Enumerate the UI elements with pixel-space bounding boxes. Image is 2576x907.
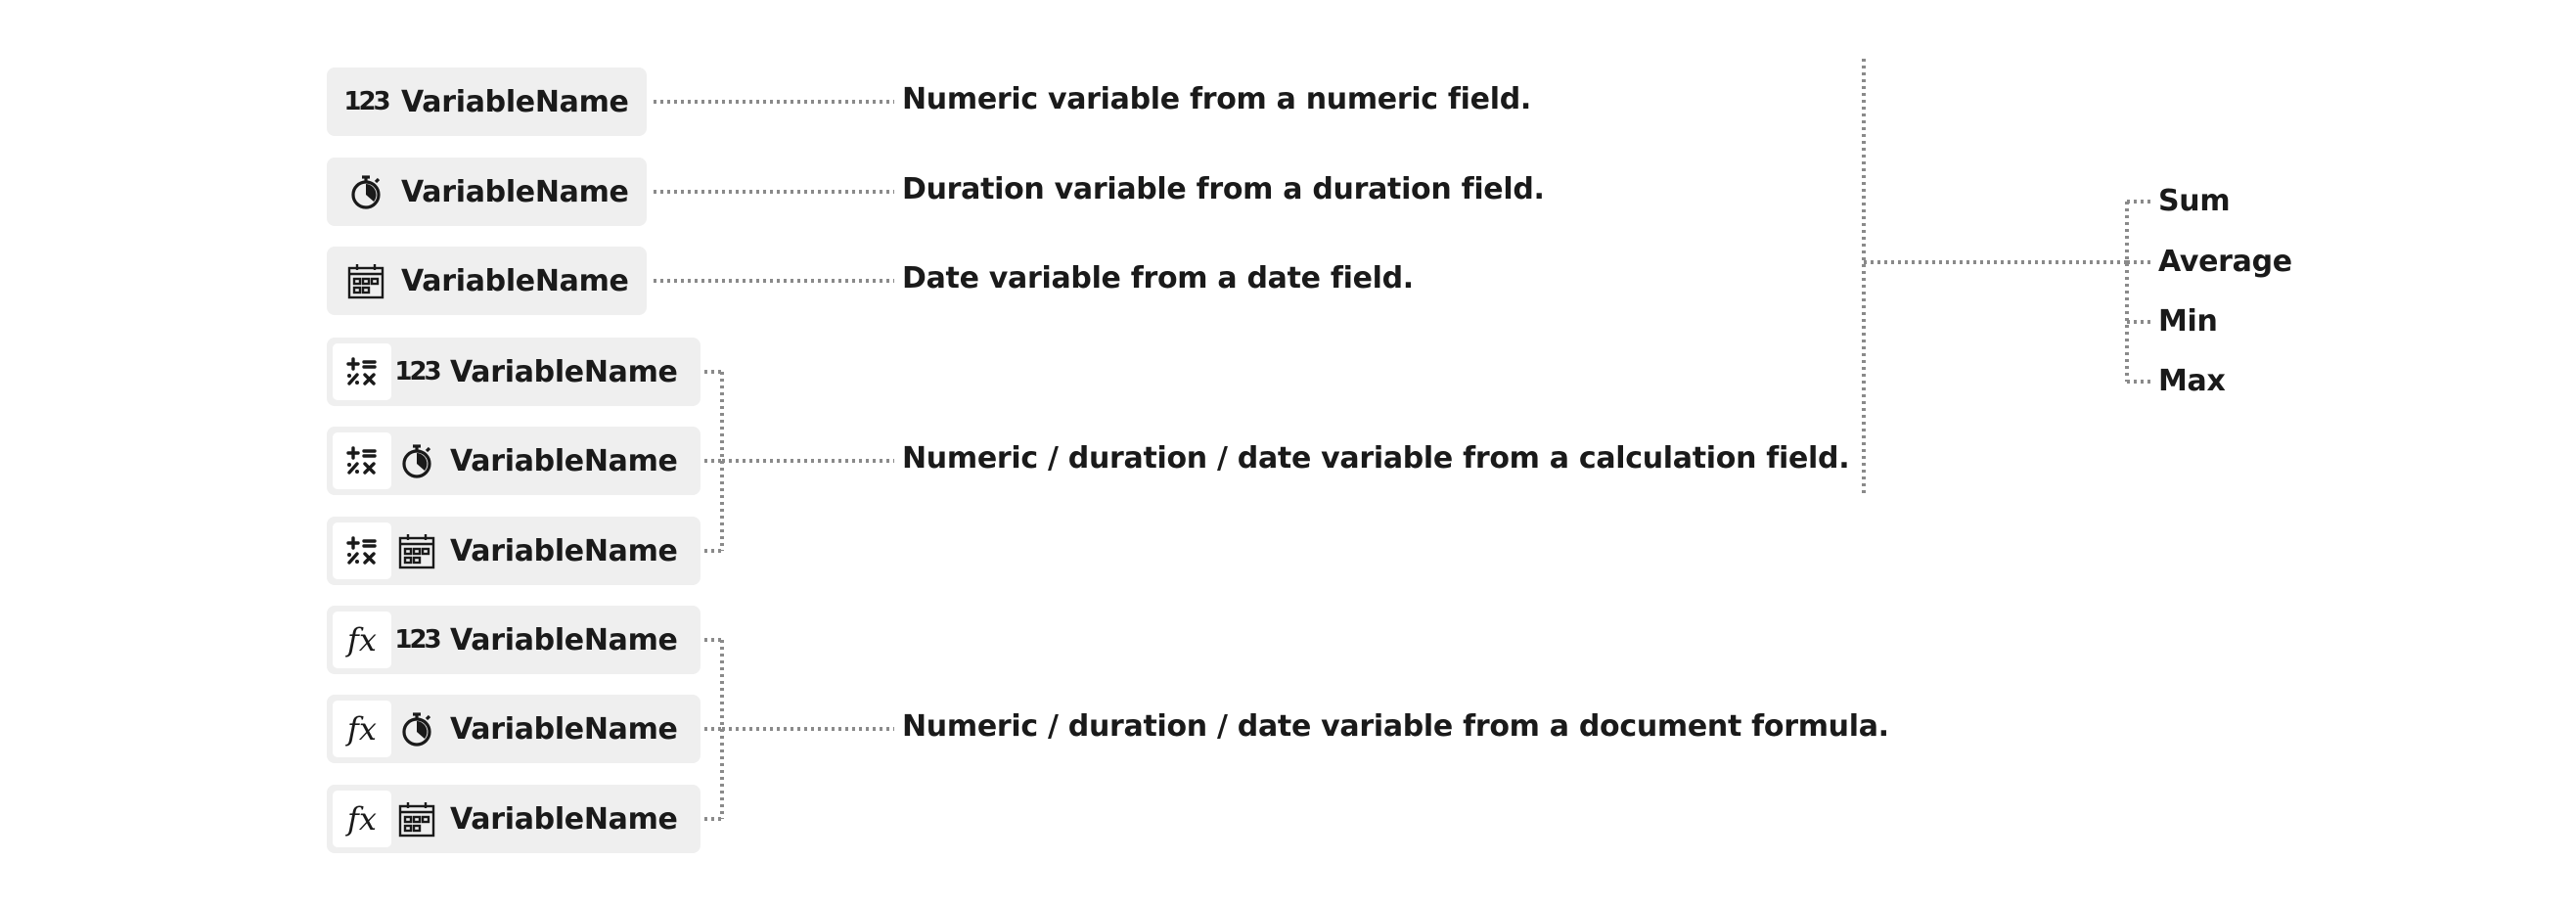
numeric-icon: 123 [343,87,388,116]
variable-chip-date[interactable] [327,247,647,315]
formula-icon: fx [333,701,391,757]
description-duration: Duration variable from a duration field. [902,172,1545,206]
variable-chip-calc-numeric[interactable] [327,338,700,406]
stopwatch-icon [397,441,436,480]
description-calculation: Numeric / duration / date variable from a calculation field. [902,441,1850,476]
stopwatch-icon [397,709,436,748]
variable-label: VariableName [401,263,629,298]
aggregation-sum: Sum [2158,184,2231,218]
variable-label: VariableName [450,443,678,478]
numeric-icon: 123 [394,357,439,386]
variable-chip-formula-date[interactable] [327,785,700,853]
calendar-icon [397,799,436,839]
numeric-icon: 123 [394,625,439,655]
variable-chip-duration[interactable] [327,158,647,226]
description-date: Date variable from a date field. [902,261,1414,295]
calendar-icon [397,531,436,570]
variable-label: VariableName [450,801,678,837]
variable-chip-formula-numeric[interactable] [327,606,700,674]
variable-label: VariableName [450,622,678,658]
aggregation-max: Max [2158,364,2226,398]
calculation-icon [333,522,391,579]
calculation-icon [333,432,391,489]
variable-label: VariableName [450,533,678,568]
variable-chip-calc-duration[interactable] [327,427,700,495]
calculation-icon [333,343,391,400]
variable-label: VariableName [450,711,678,747]
aggregation-min: Min [2158,304,2218,339]
variable-label: VariableName [450,354,678,389]
variable-chip-formula-duration[interactable] [327,695,700,763]
description-formula: Numeric / duration / date variable from a document formula. [902,709,1889,744]
aggregation-average: Average [2158,245,2292,279]
formula-icon: fx [333,612,391,668]
description-numeric: Numeric variable from a numeric field. [902,82,1531,116]
variable-label: VariableName [401,84,629,119]
stopwatch-icon [346,172,385,211]
formula-icon: fx [333,791,391,847]
variable-chip-calc-date[interactable] [327,517,700,585]
variable-chip-numeric[interactable] [327,68,647,136]
calendar-icon [346,261,385,300]
variable-label: VariableName [401,174,629,209]
